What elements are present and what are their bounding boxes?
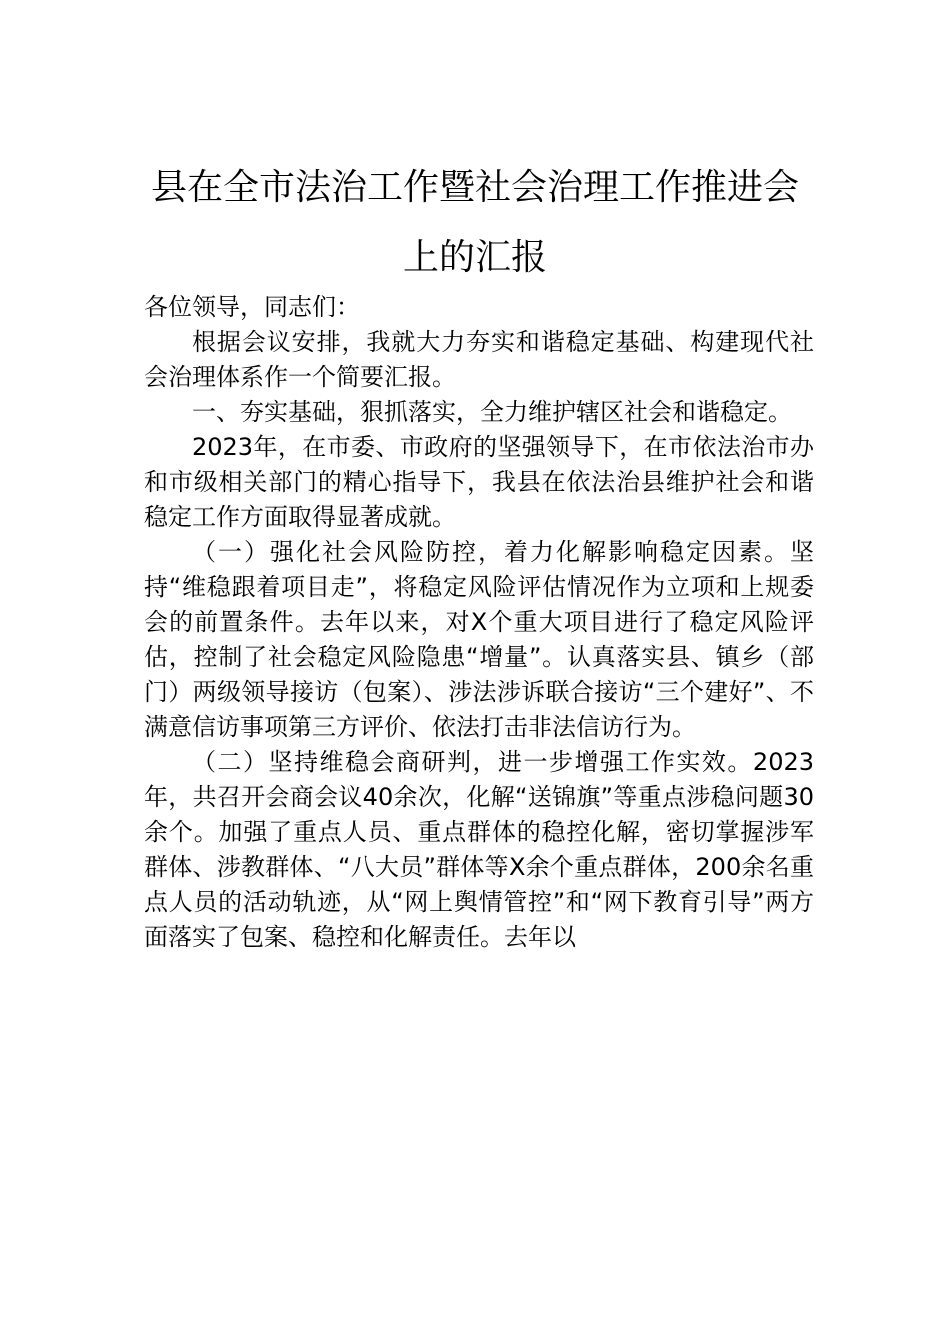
document-title-line-1: 县在全市法治工作暨社会治理工作推进会 [150, 167, 799, 208]
document-title-line-2: 上的汇报 [402, 237, 547, 278]
paragraph-overview: 2023年，在市委、市政府的坚强领导下，在市依法治市办和市级相关部门的精心指导下，我县在依法治县维护社会和谐稳定工作方面取得显著成就。 [144, 433, 814, 531]
paragraph-subsection-2: （二）坚持维稳会商研判，进一步增强工作实效。2023年，共召开会商会议40余次，化解“送锦旗”等重点涉稳问题30余个。加强了重点人员、重点群体的稳控化解，密切掌握涉军群体、涉教群体、“八大员”群体等X余个重点群体，200余名重点人员的活动轨迹，从“网上舆情管控”和“网下教育引导”两方面落实了包案、稳控和化解责任。去年以 [144, 748, 814, 951]
section-heading-1: 一、夯实基础，狠抓落实，全力维护辖区社会和谐稳定。 [192, 398, 792, 426]
paragraph-subsection-1: （一）强化社会风险防控，着力化解影响稳定因素。坚持“维稳跟着项目走”，将稳定风险评估情况作为立项和上规委会的前置条件。去年以来，对X个重大项目进行了稳定风险评估，控制了社会稳定风险隐患“增量”。认真落实县、镇乡（部门）两级领导接访（包案）、涉法涉诉联合接访“三个建好”、不满意信访事项第三方评价、依法打击非法信访行为。 [144, 538, 814, 741]
document-body [144, 290, 814, 955]
paragraph-intro: 根据会议安排，我就大力夯实和谐稳定基础、构建现代社会治理体系作一个简要汇报。 [144, 328, 814, 391]
salutation: 各位领导，同志们： [144, 293, 360, 321]
